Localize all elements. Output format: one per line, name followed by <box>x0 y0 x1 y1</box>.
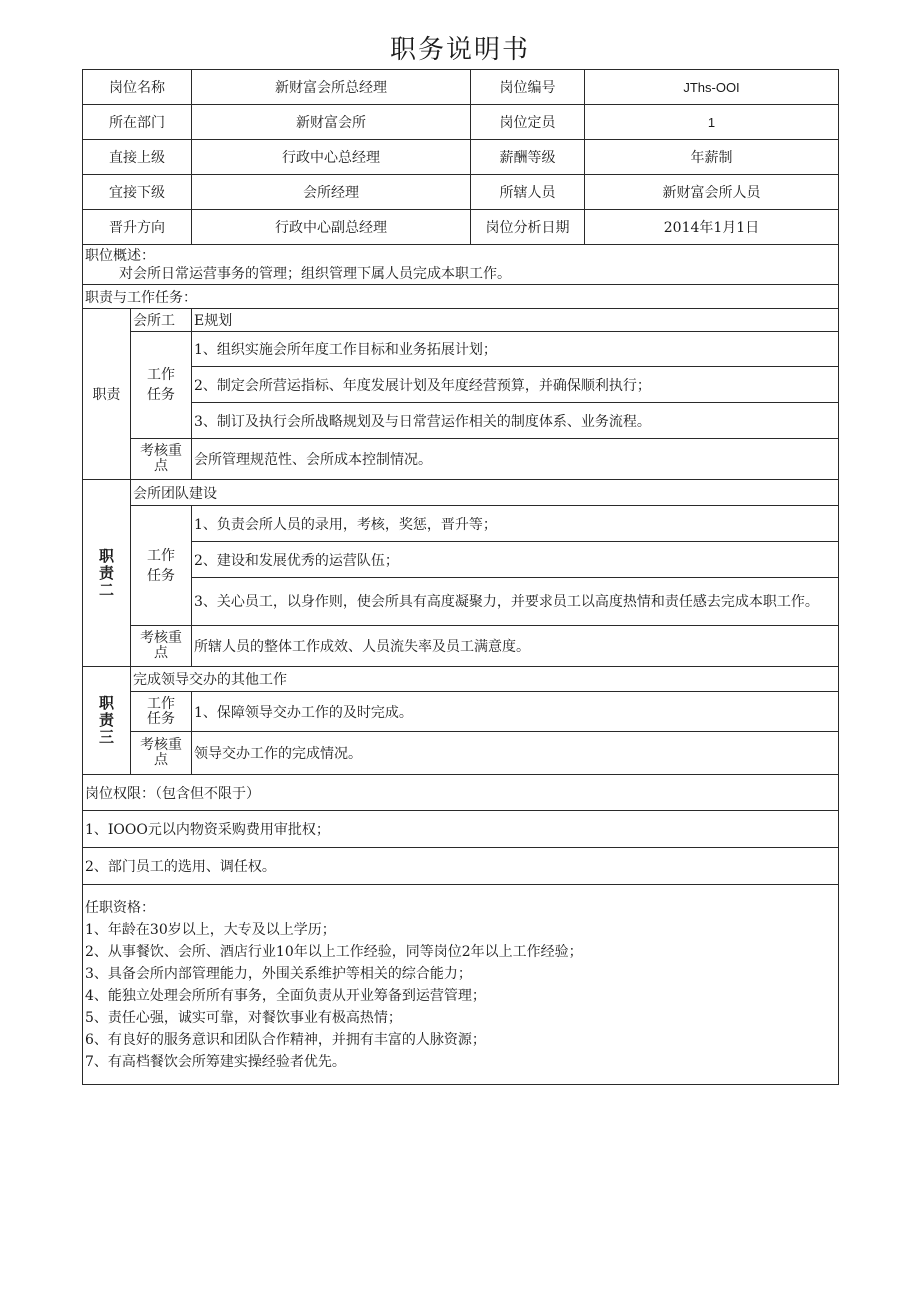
duty1-task-row <box>83 403 839 439</box>
qualification-item: 5、责任心强，诚实可靠，对餐饮事业有极高热情； <box>85 1009 402 1026</box>
duty2-kpi: 所辖人员的整体工作成效、人员流失率及员工满意度。 <box>192 626 839 667</box>
info-row-promotion <box>83 210 839 245</box>
duty3-kpi-label: 考核重点 <box>131 732 192 775</box>
qualification-item: 6、有良好的服务意识和团队合作精神，并拥有丰富的人脉资源； <box>85 1031 486 1048</box>
authority-heading-row <box>83 775 839 811</box>
authority-label: 岗位权限：（包含但不限于） <box>83 775 839 811</box>
duty1-kpi: 会所管理规范性、会所成本控制情况。 <box>192 439 839 480</box>
qualification-item: 1、年龄在30岁以上，大专及以上学历； <box>85 921 336 938</box>
qualifications-cell <box>83 885 839 1085</box>
value-salary-grade: 年薪制 <box>585 140 839 175</box>
duty3-task-row <box>83 692 839 732</box>
overview-cell <box>83 245 839 285</box>
value-department: 新财富会所 <box>192 105 471 140</box>
label-department: 所在部门 <box>83 105 192 140</box>
authority-item-row <box>83 848 839 885</box>
value-position-code: JThs-OOI <box>585 70 839 105</box>
duty1-kpi-label: 考核重点 <box>131 439 192 480</box>
value-superior: 行政中心总经理 <box>192 140 471 175</box>
value-subordinate: 会所经理 <box>192 175 471 210</box>
duties-heading-row <box>83 285 839 309</box>
duty1-title-row <box>83 309 839 332</box>
duty2-task-row <box>83 506 839 542</box>
duty1-task-label: 工作任务 <box>131 332 192 439</box>
label-position-code: 岗位编号 <box>471 70 585 105</box>
overview-label: 职位概述： <box>85 248 155 264</box>
label-headcount: 岗位定员 <box>471 105 585 140</box>
value-headcount: 1 <box>585 105 839 140</box>
info-row-subordinate <box>83 175 839 210</box>
label-subordinate: 宜接下级 <box>83 175 192 210</box>
qualification-item: 3、具备会所内部管理能力，外围关系维护等相关的综合能力； <box>85 965 472 982</box>
duty1-kpi-row <box>83 439 839 480</box>
label-position-name: 岗位名称 <box>83 70 192 105</box>
duty1-task-row <box>83 367 839 403</box>
label-superior: 直接上级 <box>83 140 192 175</box>
qualification-item: 7、有高档餐饮会所筹建实操经验者优先。 <box>85 1053 346 1070</box>
qualifications-row <box>83 885 839 1085</box>
duty3-task-1: 1、保障领导交办工作的及时完成。 <box>192 692 839 732</box>
duty3-title: 完成领导交办的其他工作 <box>131 667 839 692</box>
value-position-name: 新财富会所总经理 <box>192 70 471 105</box>
authority-item-2: 2、部门员工的选用、调任权。 <box>83 848 839 885</box>
duty2-kpi-label: 考核重点 <box>131 626 192 667</box>
overview-row <box>83 245 839 285</box>
info-row-superior <box>83 140 839 175</box>
qualifications-label: 任职资格： <box>85 899 155 916</box>
duty1-task-3: 3、制订及执行会所战略规划及与日常营运作相关的制度体系、业务流程。 <box>192 403 839 439</box>
label-analysis-date: 岗位分析日期 <box>471 210 585 245</box>
value-staff-scope: 新财富会所人员 <box>585 175 839 210</box>
duty1-task-1: 1、组织实施会所年度工作目标和业务拓展计划； <box>192 332 839 367</box>
job-description-table <box>82 69 839 1085</box>
value-analysis-date: 2014年1月1日 <box>585 210 839 245</box>
duty2-label: 职责二 <box>98 546 114 599</box>
duty3-kpi: 领导交办工作的完成情况。 <box>192 732 839 775</box>
duty3-task-label: 工作任务 <box>131 692 192 732</box>
label-salary-grade: 薪酬等级 <box>471 140 585 175</box>
info-row-department <box>83 105 839 140</box>
duty2-task-1: 1、负责会所人员的录用，考核，奖惩，晋升等； <box>192 506 839 542</box>
duty2-title-row <box>83 480 839 506</box>
duty2-task-label: 工作任务 <box>131 506 192 626</box>
duty3-label-cell <box>83 667 131 775</box>
duty2-task-2: 2、建设和发展优秀的运营队伍； <box>192 542 839 578</box>
duty1-label: 职责 <box>83 309 131 480</box>
info-row-position-name <box>83 70 839 105</box>
authority-item-row <box>83 811 839 848</box>
value-promotion: 行政中心副总经理 <box>192 210 471 245</box>
label-staff-scope: 所辖人员 <box>471 175 585 210</box>
duty3-kpi-row <box>83 732 839 775</box>
duty2-kpi-row <box>83 626 839 667</box>
duty1-task-2: 2、制定会所营运指标、年度发展计划及年度经营预算，并确保顺利执行； <box>192 367 839 403</box>
authority-item-1: 1、IOOO元以内物资采购费用审批权； <box>83 811 839 848</box>
duty1-title-right: E规划 <box>192 309 839 332</box>
duty3-title-row <box>83 667 839 692</box>
duties-heading: 职责与工作任务： <box>83 285 839 309</box>
duty2-task-row <box>83 578 839 626</box>
qualification-item: 2、从事餐饮、会所、酒店行业10年以上工作经验，同等岗位2年以上工作经验； <box>85 943 583 960</box>
duty2-label-cell <box>83 480 131 667</box>
duty3-label: 职责三 <box>98 694 114 746</box>
overview-text: 对会所日常运营事务的管理；组织管理下属人员完成本职工作。 <box>119 266 511 282</box>
duty2-task-3: 3、关心员工，以身作则，使会所具有高度凝聚力，并要求员工以高度热情和责任感去完成本职工作。 <box>192 578 839 626</box>
duty1-title-left: 会所工 <box>131 309 192 332</box>
qualification-item: 4、能独立处理会所所有事务，全面负责从开业筹备到运营管理； <box>85 987 486 1004</box>
duty2-task-row <box>83 542 839 578</box>
label-promotion: 晋升方向 <box>83 210 192 245</box>
document-title: 职务说明书 <box>389 35 530 65</box>
duty1-task-row <box>83 332 839 367</box>
duty2-title: 会所团队建设 <box>131 480 839 506</box>
